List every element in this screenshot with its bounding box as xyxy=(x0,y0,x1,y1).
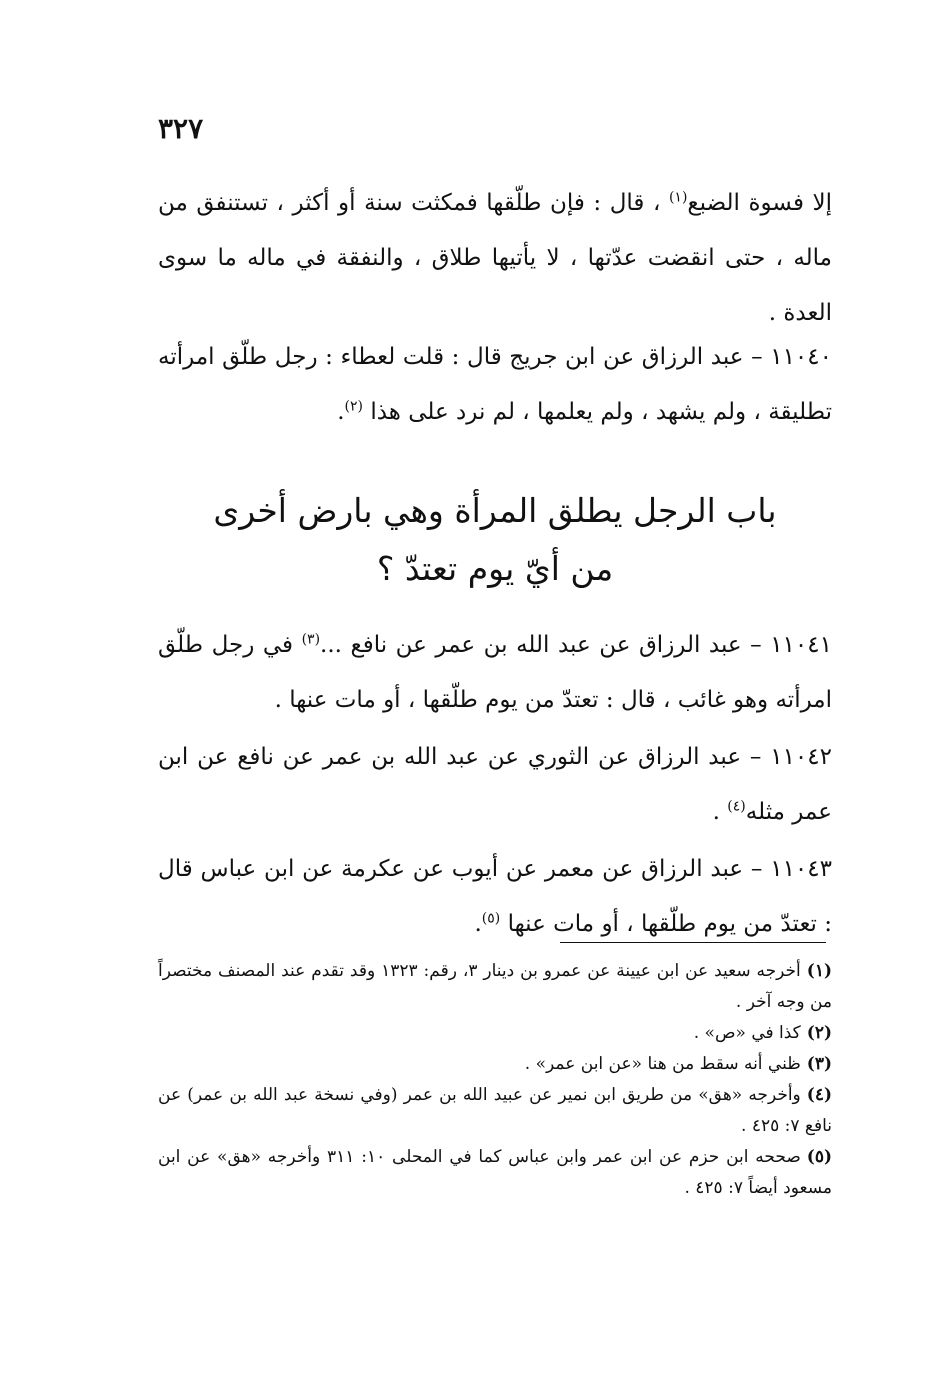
footnote-text: كذا في «ص» . xyxy=(693,1023,801,1043)
paragraph-text: في رجل طلّق امرأته وهو غائب ، قال : تعتدّ من يوم طلّقها ، أو مات عنها . xyxy=(158,632,832,713)
footnote-5 xyxy=(158,1142,832,1204)
footnote-marker: (١) xyxy=(668,189,688,206)
hadith-11043 xyxy=(158,842,832,952)
footnote-marker: (٢) xyxy=(344,398,363,415)
paragraph-continuation xyxy=(158,176,832,341)
paragraph-text: . xyxy=(474,911,482,937)
chapter-heading xyxy=(158,482,832,598)
footnote-separator xyxy=(560,942,826,943)
paragraph-text: ١١٠٤٢ – عبد الرزاق عن الثوري عن عبد الله بن عمر عن نافع عن ابن عمر مثله xyxy=(158,744,832,825)
footnote-4 xyxy=(158,1080,832,1142)
footnote-marker: (٣) xyxy=(301,631,321,648)
footnote-number: (١) xyxy=(806,961,833,981)
footnote-number: (٤) xyxy=(806,1085,832,1105)
paragraph-text: إلا فسوة الضبع xyxy=(687,190,832,216)
paragraph-text: ١١٠٤٠ – عبد الرزاق عن ابن جريج قال : قلت لعطاء : رجل طلّق امرأته تطليقة ، ولم يشهد ، ولم يعلمها ، لم نرد على هذا xyxy=(158,344,832,425)
footnote-text: أخرجه سعيد عن ابن عيينة عن عمرو بن دينار ٣، رقم: ١٣٢٣ وقد تقدم عند المصنف مختصراً من وجه آخر . xyxy=(158,961,832,1012)
footnote-text: صححه ابن حزم عن ابن عمر وابن عباس كما في المحلى ١٠: ٣١١ وأخرجه «هق» عن ابن مسعود أيضاً ٧: ٤٢٥ . xyxy=(158,1147,832,1198)
footnote-text: ظني أنه سقط من هنا «عن ابن عمر» . xyxy=(524,1054,801,1074)
chapter-heading-line-1: باب الرجل يطلق المرأة وهي بارض أخرى xyxy=(213,491,777,530)
footnote-marker: (٥) xyxy=(481,910,501,927)
footnotes xyxy=(158,956,832,1204)
paragraph-text: ١١٠٤١ – عبد الرزاق عن عبد الله بن عمر عن نافع ... xyxy=(320,632,832,658)
paragraph-text: . xyxy=(337,399,345,425)
footnote-1 xyxy=(158,956,832,1018)
footnote-marker: (٤) xyxy=(727,798,746,815)
hadith-11042 xyxy=(158,730,832,840)
footnote-2 xyxy=(158,1018,832,1049)
chapter-heading-line-2: من أيّ يوم تعتدّ ؟ xyxy=(376,549,614,588)
hadith-11040 xyxy=(158,330,832,440)
footnote-number: (٥) xyxy=(806,1147,833,1167)
footnote-number: (٣) xyxy=(806,1054,832,1074)
footnote-3 xyxy=(158,1049,832,1080)
footnote-text: وأخرجه «هق» من طريق ابن نمير عن عبيد الله بن عمر (وفي نسخة عبد الله بن عمر) عن نافع ٧: ٤٢٥ . xyxy=(158,1085,832,1136)
footnote-number: (٢) xyxy=(806,1023,832,1043)
page-number: ٣٢٧ xyxy=(158,112,204,145)
paragraph-text: ، قال : فإن طلّقها فمكثت سنة أو أكثر ، تستنفق من ماله ، حتى انقضت عدّتها ، لا يأتيها طلاق ، والنفقة في ماله ما سوى العدة . xyxy=(158,190,832,326)
paragraph-text: ١١٠٤٣ – عبد الرزاق عن معمر عن أيوب عن عكرمة عن ابن عباس قال : تعتدّ من يوم طلّقها ، أو مات عنها xyxy=(158,856,832,937)
paragraph-text: . xyxy=(712,799,728,825)
hadith-11041 xyxy=(158,618,832,728)
